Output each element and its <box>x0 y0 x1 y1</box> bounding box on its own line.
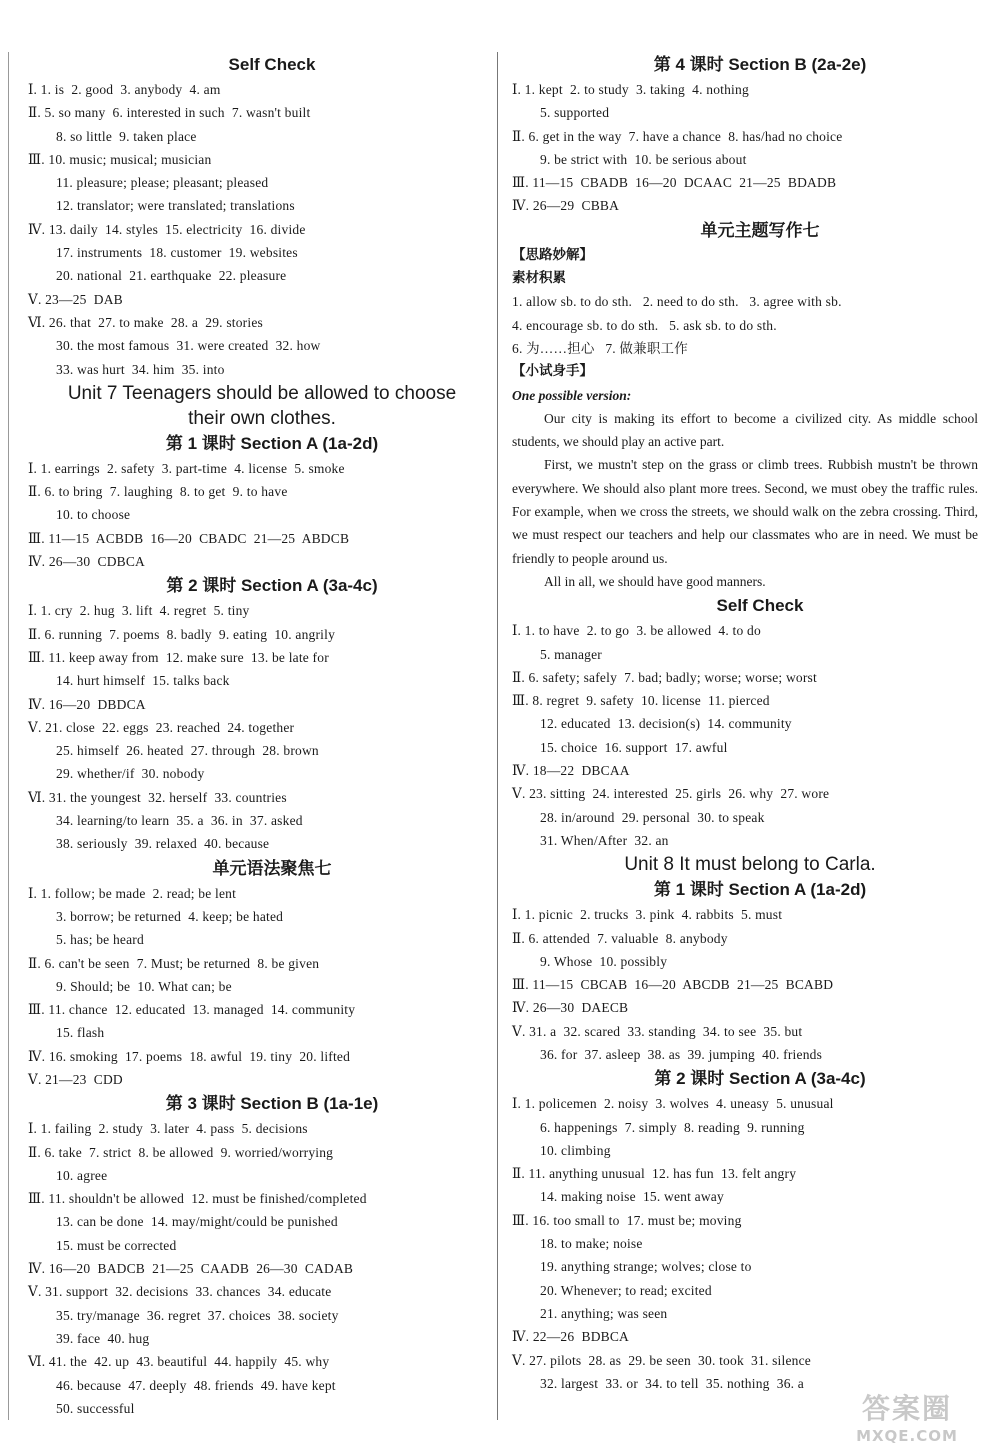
answer-line-cont: 10. climbing <box>540 1142 611 1158</box>
answer-line: 6. 为……担心 7. 做兼职工作 <box>512 340 688 356</box>
answer-line-cont: 32. largest 33. or 34. to tell 35. nothing 36. a <box>540 1375 804 1391</box>
answer-line: Ⅰ. 1. is 2. good 3. anybody 4. am <box>28 82 221 97</box>
answer-line-cont: 29. whether/if 30. nobody <box>56 766 205 782</box>
bracket-label: 素材积累 <box>512 270 566 287</box>
right-bottom-block <box>512 593 978 1395</box>
column-divider <box>497 52 498 1420</box>
answer-line-cont: 5. supported <box>540 105 610 121</box>
answer-line: Ⅱ. 6. safety; safely 7. bad; badly; worse; worse; worst <box>512 669 817 685</box>
right-column <box>512 52 978 1395</box>
answer-line: Ⅰ. 1. failing 2. study 3. later 4. pass 5. decisions <box>28 1121 308 1137</box>
answer-line: Ⅰ. 1. kept 2. to study 3. taking 4. nothing <box>512 82 749 97</box>
section-heading: 单元主题写作七 <box>700 220 820 240</box>
answer-line-cont: 18. to make; noise <box>540 1236 643 1252</box>
answer-line: 4. encourage sb. to do sth. 5. ask sb. to do sth. <box>512 317 777 333</box>
answer-line: Ⅲ. 16. too small to 17. must be; moving <box>512 1212 742 1228</box>
answer-line: Ⅴ. 21. close 22. eggs 23. reached 24. together <box>28 719 295 735</box>
answer-line-cont: 9. be strict with 10. be serious about <box>540 151 747 167</box>
answer-line-cont: 20. Whenever; to read; excited <box>540 1282 712 1298</box>
answer-line: Ⅲ. 8. regret 9. safety 10. license 11. pierced <box>512 693 770 709</box>
answer-line-cont: 11. pleasure; please; pleasant; pleased <box>56 175 269 191</box>
answer-line: Ⅳ. 26—29 CBBA <box>512 198 620 214</box>
answer-line: Ⅴ. 27. pilots 28. as 29. be seen 30. took 31. silence <box>512 1352 811 1368</box>
answer-line-cont: 17. instruments 18. customer 19. websites <box>56 245 298 261</box>
answer-line: Ⅴ. 31. support 32. decisions 33. chances 34. educate <box>28 1284 332 1300</box>
answer-line-cont: 14. hurt himself 15. talks back <box>56 673 230 689</box>
answer-line: Ⅰ. 1. to have 2. to go 3. be allowed 4. to do <box>512 623 761 639</box>
answer-line-cont: 34. learning/to learn 35. a 36. in 37. asked <box>56 813 303 829</box>
watermark-url: MXQE.COM <box>856 1427 958 1445</box>
section-heading: 第 1 课时 Section A (1a-2d) <box>653 880 867 900</box>
answer-line-cont: 50. successful <box>56 1400 135 1416</box>
right-top-block <box>512 52 978 407</box>
answer-line-cont: 9. Should; be 10. What can; be <box>56 978 232 994</box>
answer-line-cont: 28. in/around 29. personal 30. to speak <box>540 809 765 825</box>
answer-line-cont: 8. so little 9. taken place <box>56 128 197 144</box>
model-essay <box>512 407 978 593</box>
answer-line: Ⅳ. 13. daily 14. styles 15. electricity 16. divide <box>28 221 306 237</box>
answer-line: Ⅲ. 10. music; musical; musician <box>28 151 212 167</box>
left-column <box>28 52 486 1420</box>
bracket-label: 【思路妙解】 <box>512 246 593 263</box>
unit-title: their own clothes. <box>188 407 336 429</box>
answer-line: Ⅴ. 21—23 CDD <box>28 1071 123 1087</box>
section-heading: Self Check <box>716 596 804 616</box>
answer-line-cont: 33. was hurt 34. him 35. into <box>56 361 225 377</box>
answer-line: Ⅴ. 23. sitting 24. interested 25. girls 26. why 27. wore <box>512 786 830 802</box>
answer-line: Ⅰ. 1. picnic 2. trucks 3. pink 4. rabbits 5. must <box>512 907 783 923</box>
answer-line-cont: 39. face 40. hug <box>56 1330 150 1346</box>
answer-line-cont: 5. has; be heard <box>56 932 144 948</box>
answer-line: Ⅱ. 6. attended 7. valuable 8. anybody <box>512 930 728 946</box>
answer-line: Ⅱ. 6. to bring 7. laughing 8. to get 9. to have <box>28 484 288 500</box>
section-heading: Self Check <box>228 55 316 74</box>
answer-line-cont: 12. educated 13. decision(s) 14. community <box>540 716 792 732</box>
answer-line-cont: 46. because 47. deeply 48. friends 49. have kept <box>56 1377 336 1393</box>
answer-line: Ⅲ. 11—15 CBADB 16—20 DCAAC 21—25 BDADB <box>512 175 837 191</box>
answer-line: Ⅰ. 1. cry 2. hug 3. lift 4. regret 5. tiny <box>28 603 250 619</box>
section-heading: 单元语法聚焦七 <box>212 858 332 878</box>
answer-line: Ⅵ. 31. the youngest 32. herself 33. countries <box>28 789 287 805</box>
version-label: One possible version: <box>512 387 632 403</box>
section-heading: 第 2 课时 Section A (3a-4c) <box>654 1069 866 1089</box>
answer-line: Ⅳ. 16. smoking 17. poems 18. awful 19. tiny 20. lifted <box>28 1048 351 1064</box>
answer-line: Ⅰ. 1. follow; be made 2. read; be lent <box>28 885 237 901</box>
answer-line-cont: 35. try/manage 36. regret 37. choices 38. society <box>56 1307 339 1323</box>
answer-line: Ⅲ. 11. chance 12. educated 13. managed 14. community <box>28 1002 356 1018</box>
answer-line: Ⅲ. 11—15 ACBDB 16—20 CBADC 21—25 ABDCB <box>28 530 350 546</box>
answer-line: Ⅲ. 11—15 CBCAB 16—20 ABCDB 21—25 BCABD <box>512 977 834 993</box>
unit-title: Unit 8 It must belong to Carla. <box>624 854 876 876</box>
answer-line: Ⅵ. 41. the 42. up 43. beautiful 44. happily 45. why <box>28 1354 330 1370</box>
answer-line: Ⅱ. 6. running 7. poems 8. badly 9. eating 10. angrily <box>28 626 336 642</box>
answer-line: 1. allow sb. to do sth. 2. need to do sth. 3. agree with sb. <box>512 294 842 310</box>
answer-line-cont: 3. borrow; be returned 4. keep; be hated <box>56 908 284 924</box>
answer-line-cont: 36. for 37. asleep 38. as 39. jumping 40. friends <box>540 1046 823 1062</box>
watermark-logo-text: 答案圈 <box>861 1392 952 1425</box>
answer-line: Ⅰ. 1. earrings 2. safety 3. part-time 4. license 5. smoke <box>28 460 345 476</box>
answer-line: Ⅰ. 1. policemen 2. noisy 3. wolves 4. uneasy 5. unusual <box>512 1096 834 1112</box>
section-heading: 第 4 课时 Section B (2a-2e) <box>653 55 867 74</box>
answer-line-cont: 12. translator; were translated; translations <box>56 198 295 214</box>
left-margin-line <box>8 52 9 1420</box>
answer-line: Ⅱ. 5. so many 6. interested in such 7. wasn't built <box>28 105 311 121</box>
site-watermark <box>842 1387 972 1445</box>
answer-line-cont: 13. can be done 14. may/might/could be punished <box>56 1214 338 1230</box>
answer-line-cont: 15. must be corrected <box>56 1237 177 1253</box>
essay-paragraph: All in all, we should have good manners. <box>544 573 766 589</box>
essay-paragraph: Our city is making its effort to become a civilized city. As middle school students, we should play an active part. <box>512 410 978 450</box>
answer-line: Ⅴ. 23—25 DAB <box>28 291 123 307</box>
answer-line-cont: 15. choice 16. support 17. awful <box>540 739 728 755</box>
answer-line-cont: 9. Whose 10. possibly <box>540 953 668 969</box>
answer-line: Ⅳ. 26—30 DAECB <box>512 1000 629 1016</box>
answer-line: Ⅳ. 18—22 DBCAA <box>512 763 630 779</box>
answer-line: Ⅳ. 16—20 DBDCA <box>28 696 146 712</box>
answer-line: Ⅲ. 11. keep away from 12. make sure 13. be late for <box>28 649 329 665</box>
answer-line-cont: 15. flash <box>56 1025 105 1041</box>
section-heading: 第 3 课时 Section B (1a-1e) <box>165 1094 379 1114</box>
unit-title: Unit 7 Teenagers should be allowed to choose <box>67 382 457 404</box>
section-heading: 第 2 课时 Section A (3a-4c) <box>166 576 378 596</box>
answer-line-cont: 14. making noise 15. went away <box>540 1189 724 1205</box>
answer-line-cont: 5. manager <box>540 646 602 662</box>
answer-line: Ⅵ. 26. that 27. to make 28. a 29. stories <box>28 314 263 330</box>
answer-line-cont: 30. the most famous 31. were created 32. how <box>56 338 321 354</box>
answer-line: Ⅴ. 31. a 32. scared 33. standing 34. to see 35. but <box>512 1023 803 1039</box>
answer-line-cont: 6. happenings 7. simply 8. reading 9. running <box>540 1119 805 1135</box>
answer-line-cont: 38. seriously 39. relaxed 40. because <box>56 836 270 852</box>
answer-line: Ⅳ. 16—20 BADCB 21—25 CAADB 26—30 CADAB <box>28 1261 354 1277</box>
answer-line: Ⅳ. 26—30 CDBCA <box>28 554 145 570</box>
answer-line: Ⅲ. 11. shouldn't be allowed 12. must be finished/completed <box>28 1191 367 1207</box>
answer-line: Ⅱ. 6. take 7. strict 8. be allowed 9. worried/worrying <box>28 1144 334 1160</box>
answer-line: Ⅳ. 22—26 BDBCA <box>512 1329 629 1345</box>
section-heading: 第 1 课时 Section A (1a-2d) <box>165 433 379 453</box>
answer-line-cont: 19. anything strange; wolves; close to <box>540 1259 752 1275</box>
essay-paragraph: First, we mustn't step on the grass or climb trees. Rubbish mustn't be thrown everywhere. We should also plant more trees. Second, we must obey the traffic rules. For example, when we cross the streets, we should walk on the zebra crossing. Third, we must respect our teachers and help our classmates who are in need. We must be friendly to people around us. <box>512 457 978 566</box>
answer-line: Ⅱ. 11. anything unusual 12. has fun 13. felt angry <box>512 1166 797 1182</box>
answer-line-cont: 31. When/After 32. an <box>540 832 669 848</box>
answer-line: Ⅱ. 6. can't be seen 7. Must; be returned 8. be given <box>28 955 320 971</box>
answer-line-cont: 25. himself 26. heated 27. through 28. brown <box>56 743 319 759</box>
answer-line-cont: 21. anything; was seen <box>540 1305 668 1321</box>
answer-line: Ⅱ. 6. get in the way 7. have a chance 8. has/had no choice <box>512 128 843 144</box>
answer-line-cont: 10. to choose <box>56 507 131 523</box>
bracket-label: 【小试身手】 <box>512 363 593 380</box>
answer-line-cont: 20. national 21. earthquake 22. pleasure <box>56 268 287 284</box>
answer-line-cont: 10. agree <box>56 1167 108 1183</box>
